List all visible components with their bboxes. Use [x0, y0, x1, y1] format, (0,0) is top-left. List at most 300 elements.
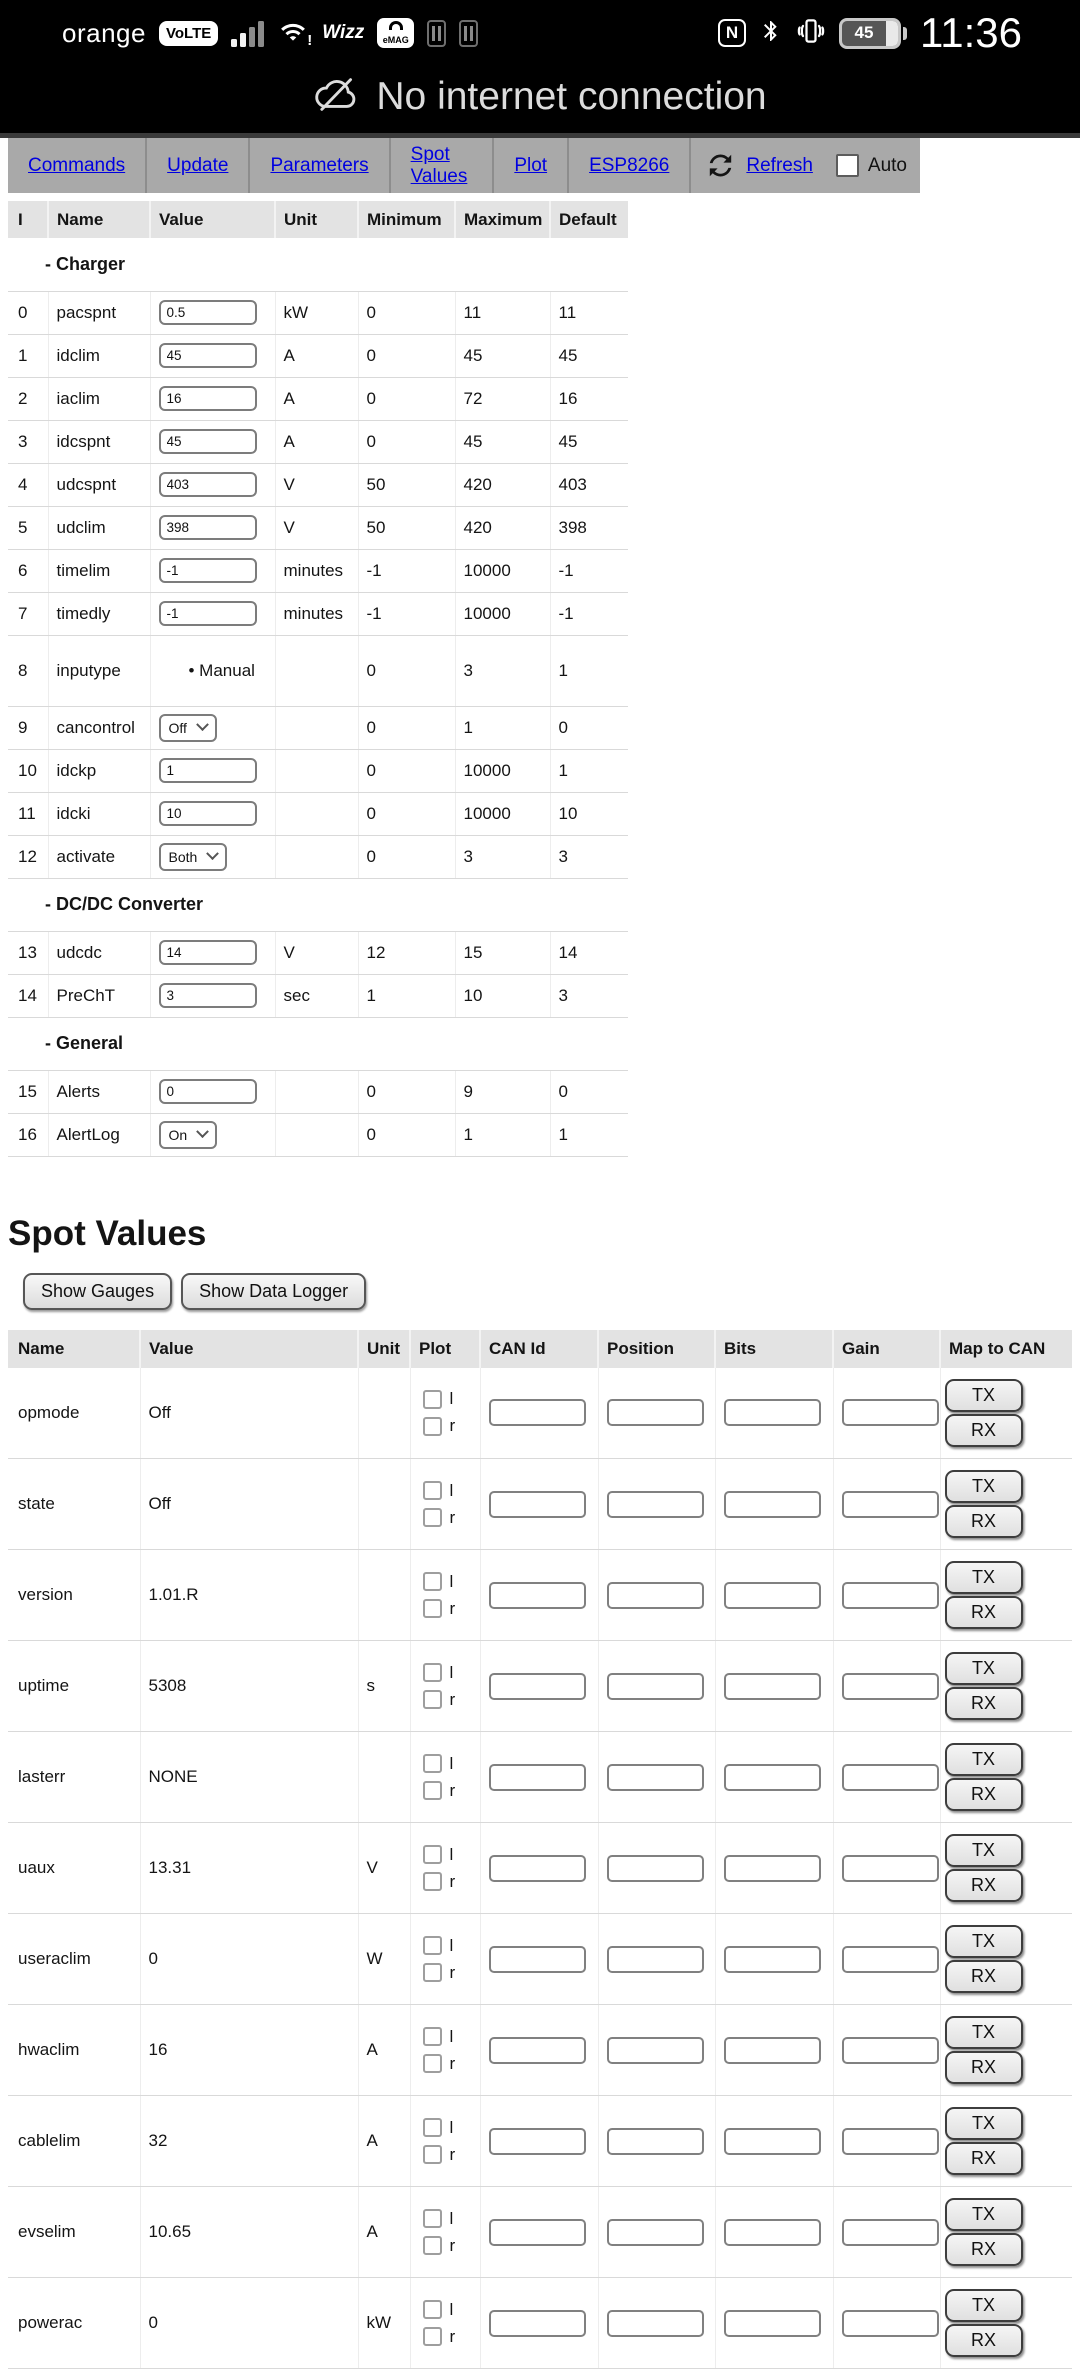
param-name: PreChT	[48, 974, 150, 1017]
bits-cell	[715, 1823, 833, 1914]
position-input[interactable]	[607, 1399, 704, 1426]
param-value-input[interactable]	[159, 386, 257, 411]
navbar	[8, 138, 920, 193]
plot-right-checkbox[interactable]	[423, 2054, 442, 2073]
can-id-input[interactable]	[489, 1673, 586, 1700]
param-name: timelim	[48, 549, 150, 592]
plot-left-label: l	[450, 1936, 454, 1956]
gain-input[interactable]	[842, 1855, 939, 1882]
col-bits: Bits	[715, 1330, 833, 1368]
tx-button[interactable]: TX	[945, 1834, 1023, 1867]
rx-button[interactable]: RX	[945, 1414, 1023, 1447]
plot-right-checkbox[interactable]	[423, 1781, 442, 1800]
col-gain: Gain	[833, 1330, 940, 1368]
can-id-cell	[480, 2278, 598, 2369]
plot-right-checkbox[interactable]	[423, 1690, 442, 1709]
param-unit: minutes	[275, 592, 358, 635]
col-maximum: Maximum	[455, 201, 550, 238]
position-input[interactable]	[607, 1491, 704, 1518]
spot-plot-cell	[410, 2278, 480, 2369]
nav-link-parameters[interactable]: Parameters	[270, 155, 368, 177]
param-index: 8	[8, 635, 48, 706]
spot-row	[8, 2005, 1072, 2096]
banner-text: No internet connection	[376, 75, 766, 119]
gain-cell	[833, 1732, 940, 1823]
nav-link-update[interactable]: Update	[167, 155, 228, 177]
param-section-row	[8, 238, 628, 291]
tx-button[interactable]: TX	[945, 1652, 1023, 1685]
notification-icon	[459, 20, 478, 47]
param-value-input[interactable]	[159, 801, 257, 826]
rx-button[interactable]: RX	[945, 1778, 1023, 1811]
param-row	[8, 635, 628, 706]
tx-button[interactable]: TX	[945, 1561, 1023, 1594]
spot-plot-cell	[410, 1368, 480, 1459]
param-min: 0	[358, 749, 455, 792]
param-section-row	[8, 878, 628, 931]
spot-value: 13.31	[140, 1823, 358, 1914]
rx-button[interactable]: RX	[945, 2051, 1023, 2084]
spot-value: 32	[140, 2096, 358, 2187]
no-internet-banner	[0, 60, 1080, 138]
rx-button[interactable]: RX	[945, 2324, 1023, 2357]
param-value-cell	[150, 1113, 275, 1156]
param-value-select[interactable]: Both	[159, 843, 228, 871]
gain-input[interactable]	[842, 1673, 939, 1700]
param-value-input[interactable]	[159, 472, 257, 497]
bits-input[interactable]	[724, 1855, 821, 1882]
spot-value: 5308	[140, 1641, 358, 1732]
param-value-input[interactable]	[159, 1079, 257, 1104]
param-value-cell	[150, 463, 275, 506]
param-value-cell	[150, 420, 275, 463]
param-max: 3	[455, 835, 550, 878]
param-value-cell	[150, 549, 275, 592]
col-map-to-can: Map to CAN	[940, 1330, 1072, 1368]
param-value-cell	[150, 506, 275, 549]
spot-unit	[358, 1459, 410, 1550]
param-max: 9	[455, 1070, 550, 1113]
plot-right-checkbox[interactable]	[423, 2236, 442, 2255]
plot-right-label: r	[450, 1963, 456, 1983]
bits-cell	[715, 2005, 833, 2096]
bits-input[interactable]	[724, 1582, 821, 1609]
can-id-input[interactable]	[489, 1491, 586, 1518]
gain-cell	[833, 2096, 940, 2187]
bits-input[interactable]	[724, 1673, 821, 1700]
spot-unit: W	[358, 1914, 410, 2005]
position-input[interactable]	[607, 1673, 704, 1700]
col-name: Name	[48, 201, 150, 238]
map-to-can-cell	[940, 2187, 1072, 2278]
nav-link-spot-values[interactable]: Spot Values	[411, 144, 473, 188]
param-min: 0	[358, 334, 455, 377]
position-input[interactable]	[607, 2219, 704, 2246]
param-value-input[interactable]	[159, 515, 257, 540]
plot-right-label: r	[450, 1599, 456, 1619]
param-index: 7	[8, 592, 48, 635]
chevron-down-icon	[196, 1125, 209, 1138]
spot-unit: A	[358, 2005, 410, 2096]
param-unit	[275, 835, 358, 878]
param-max: 3	[455, 635, 550, 706]
spot-plot-cell	[410, 2096, 480, 2187]
spot-row	[8, 1914, 1072, 2005]
spot-name: version	[8, 1550, 140, 1641]
spot-name: lasterr	[8, 1732, 140, 1823]
param-default: 14	[550, 931, 628, 974]
wizz-notification-icon: Wizz	[322, 22, 364, 44]
can-id-cell	[480, 1732, 598, 1823]
param-value-select[interactable]: Off	[159, 714, 217, 742]
plot-right-checkbox[interactable]	[423, 1508, 442, 1527]
rx-button[interactable]: RX	[945, 2233, 1023, 2266]
bits-cell	[715, 1368, 833, 1459]
plot-right-label: r	[450, 2236, 456, 2256]
spot-unit: kW	[358, 2278, 410, 2369]
param-max: 10000	[455, 792, 550, 835]
param-value-input[interactable]	[159, 429, 257, 454]
plot-left-checkbox[interactable]	[423, 1481, 442, 1500]
plot-right-checkbox[interactable]	[423, 1599, 442, 1618]
plot-left-checkbox[interactable]	[423, 2209, 442, 2228]
param-value-input[interactable]	[159, 983, 257, 1008]
plot-left-checkbox[interactable]	[423, 1390, 442, 1409]
plot-left-checkbox[interactable]	[423, 1936, 442, 1955]
param-row	[8, 931, 628, 974]
parameter-table	[8, 201, 628, 1157]
param-name: iaclim	[48, 377, 150, 420]
gain-cell	[833, 2278, 940, 2369]
can-id-input[interactable]	[489, 1399, 586, 1426]
can-id-input[interactable]	[489, 2219, 586, 2246]
param-value-input[interactable]	[159, 343, 257, 368]
map-to-can-cell	[940, 1550, 1072, 1641]
position-input[interactable]	[607, 2310, 704, 2337]
spot-row	[8, 2096, 1072, 2187]
can-id-input[interactable]	[489, 1764, 586, 1791]
param-min: 1	[358, 974, 455, 1017]
plot-left-checkbox[interactable]	[423, 2118, 442, 2137]
param-unit: sec	[275, 974, 358, 1017]
tx-button[interactable]: TX	[945, 1743, 1023, 1776]
param-min: -1	[358, 592, 455, 635]
plot-left-checkbox[interactable]	[423, 1663, 442, 1682]
gain-input[interactable]	[842, 2128, 939, 2155]
can-id-cell	[480, 1914, 598, 2005]
spot-value: 1.01.R	[140, 1550, 358, 1641]
plot-right-checkbox[interactable]	[423, 2145, 442, 2164]
spot-row	[8, 2187, 1072, 2278]
can-id-input[interactable]	[489, 1946, 586, 1973]
notification-icon	[427, 20, 446, 47]
bits-input[interactable]	[724, 2128, 821, 2155]
gain-input[interactable]	[842, 2219, 939, 2246]
spot-name: useraclim	[8, 1914, 140, 2005]
nav-link-commands[interactable]: Commands	[28, 155, 125, 177]
param-row	[8, 706, 628, 749]
param-index: 3	[8, 420, 48, 463]
param-default: 16	[550, 377, 628, 420]
plot-left-checkbox[interactable]	[423, 1754, 442, 1773]
param-name: pacspnt	[48, 291, 150, 334]
position-input[interactable]	[607, 1764, 704, 1791]
spot-name: state	[8, 1459, 140, 1550]
spot-unit	[358, 1732, 410, 1823]
param-unit	[275, 635, 358, 706]
gain-input[interactable]	[842, 1399, 939, 1426]
param-unit: V	[275, 506, 358, 549]
param-value-cell	[150, 635, 275, 706]
show-data-logger-button[interactable]: Show Data Logger	[181, 1273, 366, 1310]
param-default: 10	[550, 792, 628, 835]
bits-input[interactable]	[724, 1491, 821, 1518]
param-unit: A	[275, 377, 358, 420]
gain-input[interactable]	[842, 1491, 939, 1518]
can-id-cell	[480, 2096, 598, 2187]
nav-link-plot[interactable]: Plot	[514, 155, 547, 177]
plot-right-checkbox[interactable]	[423, 1963, 442, 1982]
position-input[interactable]	[607, 1582, 704, 1609]
plot-left-checkbox[interactable]	[423, 1845, 442, 1864]
param-value-cell	[150, 706, 275, 749]
plot-right-label: r	[450, 1690, 456, 1710]
position-cell	[598, 1459, 715, 1550]
spot-values-title: Spot Values	[8, 1214, 1080, 1254]
tx-button[interactable]: TX	[945, 1925, 1023, 1958]
col-spot-plot: Plot	[410, 1330, 480, 1368]
spot-plot-cell	[410, 2005, 480, 2096]
param-section-label: - General	[8, 1017, 628, 1070]
spot-value: Off	[140, 1368, 358, 1459]
cloud-off-icon	[313, 71, 359, 122]
tx-button[interactable]: TX	[945, 2016, 1023, 2049]
col-minimum: Minimum	[358, 201, 455, 238]
gain-cell	[833, 1368, 940, 1459]
param-row	[8, 291, 628, 334]
position-input[interactable]	[607, 1855, 704, 1882]
param-row	[8, 749, 628, 792]
param-min: 0	[358, 377, 455, 420]
param-default: 0	[550, 706, 628, 749]
can-id-input[interactable]	[489, 2037, 586, 2064]
spot-value: 16	[140, 2005, 358, 2096]
spot-name: opmode	[8, 1368, 140, 1459]
param-name: idckp	[48, 749, 150, 792]
rx-button[interactable]: RX	[945, 1505, 1023, 1538]
param-default: -1	[550, 592, 628, 635]
plot-right-checkbox[interactable]	[423, 2327, 442, 2346]
param-default: 3	[550, 974, 628, 1017]
param-max: 45	[455, 334, 550, 377]
bits-input[interactable]	[724, 1764, 821, 1791]
rx-button[interactable]: RX	[945, 2142, 1023, 2175]
gain-input[interactable]	[842, 1764, 939, 1791]
position-cell	[598, 1823, 715, 1914]
param-min: 12	[358, 931, 455, 974]
param-value-cell	[150, 1070, 275, 1113]
param-index: 16	[8, 1113, 48, 1156]
gain-cell	[833, 1550, 940, 1641]
bits-input[interactable]	[724, 2310, 821, 2337]
tx-button[interactable]: TX	[945, 2107, 1023, 2140]
gain-input[interactable]	[842, 2310, 939, 2337]
plot-left-checkbox[interactable]	[423, 1572, 442, 1591]
plot-left-checkbox[interactable]	[423, 2027, 442, 2046]
plot-right-label: r	[450, 2327, 456, 2347]
param-default: -1	[550, 549, 628, 592]
param-unit	[275, 792, 358, 835]
auto-label: Auto	[868, 155, 907, 177]
param-name: idcspnt	[48, 420, 150, 463]
param-index: 13	[8, 931, 48, 974]
param-index: 2	[8, 377, 48, 420]
param-row	[8, 592, 628, 635]
spot-name: powerac	[8, 2278, 140, 2369]
param-default: 11	[550, 291, 628, 334]
can-id-input[interactable]	[489, 1855, 586, 1882]
param-default: 3	[550, 835, 628, 878]
volte-badge: VoLTE	[159, 21, 218, 46]
tx-button[interactable]: TX	[945, 1379, 1023, 1412]
gain-input[interactable]	[842, 1946, 939, 1973]
spot-value: NONE	[140, 1732, 358, 1823]
status-bar	[0, 0, 1080, 60]
spot-unit: V	[358, 1823, 410, 1914]
plot-right-label: r	[450, 1781, 456, 1801]
vibrate-icon	[796, 16, 826, 51]
param-row	[8, 1070, 628, 1113]
spot-table-body	[8, 1368, 1072, 2369]
param-value-input[interactable]	[159, 558, 257, 583]
nav-link-esp8266[interactable]: ESP8266	[589, 155, 669, 177]
can-id-cell	[480, 1459, 598, 1550]
param-default: 1	[550, 635, 628, 706]
tx-button[interactable]: TX	[945, 2198, 1023, 2231]
tx-button[interactable]: TX	[945, 1470, 1023, 1503]
rx-button[interactable]: RX	[945, 1960, 1023, 1993]
nav-item-plot	[494, 138, 569, 193]
spot-name: evselim	[8, 2187, 140, 2278]
col-value: Value	[150, 201, 275, 238]
param-name: udcspnt	[48, 463, 150, 506]
spot-name: uaux	[8, 1823, 140, 1914]
param-value-input[interactable]	[159, 940, 257, 965]
plot-right-checkbox[interactable]	[423, 1417, 442, 1436]
can-id-cell	[480, 2005, 598, 2096]
param-name: udclim	[48, 506, 150, 549]
bits-input[interactable]	[724, 2037, 821, 2064]
emag-notification-icon: eMAG	[377, 18, 414, 48]
param-unit	[275, 749, 358, 792]
param-value-select[interactable]: On	[159, 1121, 218, 1149]
gain-cell	[833, 1823, 940, 1914]
param-name: timedly	[48, 592, 150, 635]
bits-input[interactable]	[724, 1399, 821, 1426]
param-value-input[interactable]	[159, 601, 257, 626]
nav-item-esp8266	[569, 138, 691, 193]
gain-input[interactable]	[842, 2037, 939, 2064]
param-unit: V	[275, 931, 358, 974]
param-index: 6	[8, 549, 48, 592]
tx-button[interactable]: TX	[945, 2289, 1023, 2322]
spot-plot-cell	[410, 1823, 480, 1914]
spot-value: 0	[140, 1914, 358, 2005]
param-section-row	[8, 1017, 628, 1070]
bits-input[interactable]	[724, 1946, 821, 1973]
param-default: 0	[550, 1070, 628, 1113]
plot-left-label: l	[450, 2209, 454, 2229]
param-min: 0	[358, 420, 455, 463]
auto-checkbox[interactable]	[836, 154, 859, 177]
spot-name: hwaclim	[8, 2005, 140, 2096]
can-id-input[interactable]	[489, 2310, 586, 2337]
can-id-cell	[480, 1823, 598, 1914]
rx-button[interactable]: RX	[945, 1596, 1023, 1629]
plot-left-label: l	[450, 1845, 454, 1865]
param-value-bullet: • Manual	[159, 661, 255, 681]
can-id-input[interactable]	[489, 1582, 586, 1609]
position-cell	[598, 2005, 715, 2096]
bits-cell	[715, 2096, 833, 2187]
nav-links	[8, 138, 691, 193]
param-min: 50	[358, 506, 455, 549]
can-id-input[interactable]	[489, 2128, 586, 2155]
spot-name: uptime	[8, 1641, 140, 1732]
show-gauges-button[interactable]: Show Gauges	[23, 1273, 172, 1310]
spot-row	[8, 1459, 1072, 1550]
param-name: udcdc	[48, 931, 150, 974]
rx-button[interactable]: RX	[945, 1869, 1023, 1902]
bits-cell	[715, 2278, 833, 2369]
gain-input[interactable]	[842, 1582, 939, 1609]
plot-right-checkbox[interactable]	[423, 1872, 442, 1891]
spot-values-table	[8, 1330, 1072, 2369]
signal-strength-icon	[231, 20, 264, 47]
position-cell	[598, 1641, 715, 1732]
refresh-icon[interactable]	[698, 142, 745, 189]
param-index: 11	[8, 792, 48, 835]
position-input[interactable]	[607, 2128, 704, 2155]
param-value-input[interactable]	[159, 300, 257, 325]
gain-cell	[833, 1459, 940, 1550]
rx-button[interactable]: RX	[945, 1687, 1023, 1720]
position-cell	[598, 1368, 715, 1459]
position-input[interactable]	[607, 2037, 704, 2064]
param-name: activate	[48, 835, 150, 878]
plot-left-checkbox[interactable]	[423, 2300, 442, 2319]
param-value-cell	[150, 334, 275, 377]
spot-plot-cell	[410, 1550, 480, 1641]
param-unit	[275, 1113, 358, 1156]
plot-right-label: r	[450, 2054, 456, 2074]
col-spot-unit: Unit	[358, 1330, 410, 1368]
param-default: 1	[550, 749, 628, 792]
bits-input[interactable]	[724, 2219, 821, 2246]
nav-link-refresh[interactable]: Refresh	[746, 155, 813, 177]
param-value-cell	[150, 592, 275, 635]
position-cell	[598, 2096, 715, 2187]
param-row	[8, 463, 628, 506]
param-value-input[interactable]	[159, 758, 257, 783]
can-id-cell	[480, 1550, 598, 1641]
refresh-group	[691, 138, 920, 193]
param-value-cell	[150, 974, 275, 1017]
map-to-can-cell	[940, 2005, 1072, 2096]
param-table-body	[8, 238, 628, 1156]
param-default: 398	[550, 506, 628, 549]
position-input[interactable]	[607, 1946, 704, 1973]
